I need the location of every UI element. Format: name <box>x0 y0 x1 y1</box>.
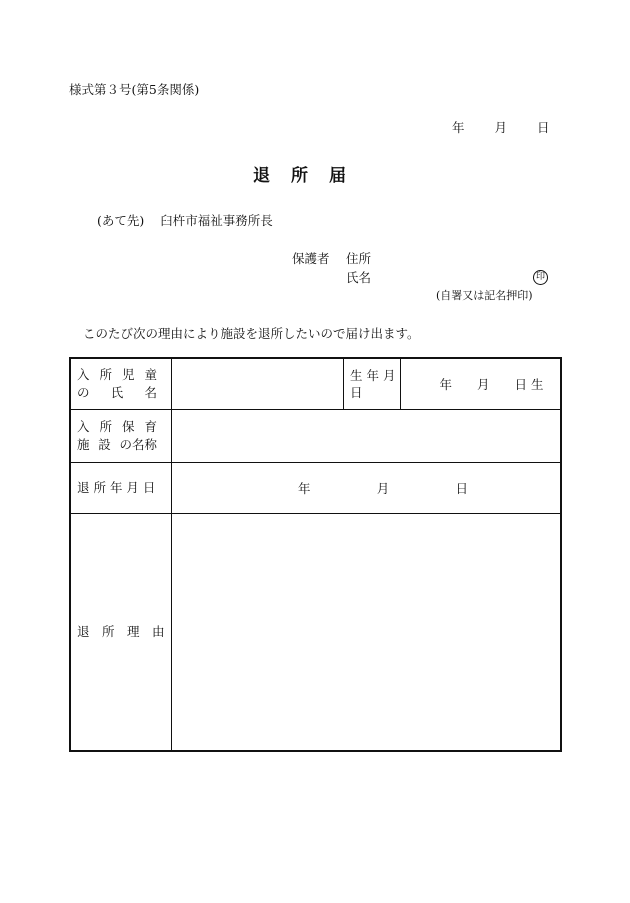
form-number: 様式第３号(第5条関係) <box>69 82 200 97</box>
signature-note: (自署又は記名押印) <box>436 289 533 302</box>
date-year-label: 年 <box>452 120 465 135</box>
reason-field[interactable] <box>172 514 562 752</box>
reason-row <box>70 514 561 752</box>
birthdate-label: 生 年 月 日 <box>344 358 401 410</box>
statement: このたび次の理由により施設を退所したいので届け出ます。 <box>83 326 420 341</box>
guardian-label: 保護者 <box>292 251 330 266</box>
addressee-prefix: (あて先) <box>97 213 145 228</box>
reason-label: 退 所 理 由 <box>70 514 172 752</box>
withdraw-date-label: 退 所 年 月 日 <box>70 463 172 514</box>
child-name-field[interactable] <box>172 358 344 410</box>
withdrawal-form-table <box>69 357 562 752</box>
title-char: 退 <box>253 166 271 186</box>
addressee-name: 臼杵市福祉事務所長 <box>160 213 273 228</box>
withdraw-date-row <box>70 463 561 514</box>
title-char: 届 <box>329 166 347 186</box>
addressee <box>97 211 273 229</box>
child-name-label: 入 所 児 童 の 氏 名 <box>70 358 172 410</box>
date-day-label: 日 <box>537 120 550 135</box>
title-char: 所 <box>291 166 309 186</box>
page-title <box>200 161 400 186</box>
facility-field[interactable] <box>172 410 562 463</box>
date-month-label: 月 <box>494 120 508 135</box>
guardian-name-label: 氏名 <box>346 270 372 285</box>
submission-date <box>452 118 550 136</box>
birthdate-field[interactable]: 年 月 日 生 <box>401 358 562 410</box>
seal-icon: 印 <box>533 270 548 285</box>
withdraw-date-field[interactable]: 年 月 日 <box>172 463 562 514</box>
facility-row <box>70 410 561 463</box>
child-name-row <box>70 358 561 410</box>
guardian-address-label: 住所 <box>346 251 372 266</box>
facility-label: 入 所 保 育 施 設 の名称 <box>70 410 172 463</box>
seal-mark <box>533 267 548 285</box>
